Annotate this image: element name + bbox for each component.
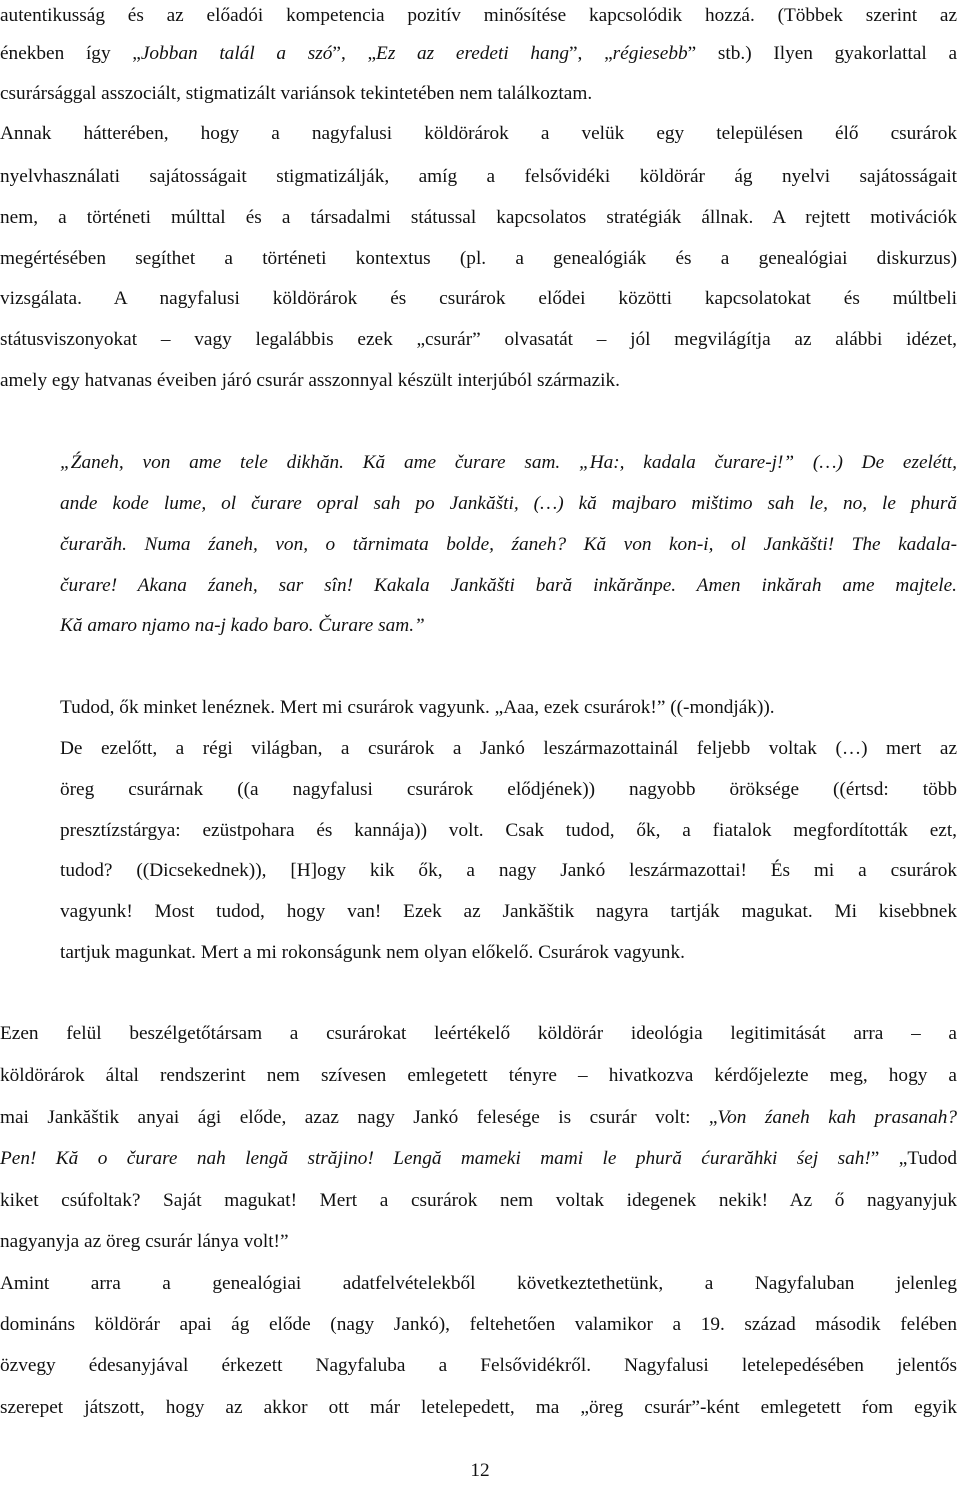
page-number: 12 bbox=[470, 1460, 490, 1481]
text-line bbox=[0, 120, 957, 148]
text-run: domináns köldörár apai ág elődе (nagy Jankó), feltehetően valamikor a 19. század második felében bbox=[0, 1314, 957, 1335]
text-line bbox=[60, 817, 957, 845]
text-line bbox=[60, 694, 957, 722]
text-run: nyelvhasználati sajátosságait stigmatizálják, amíg a felsővidéki köldörár ág nyelvi sajátosságait bbox=[0, 166, 957, 187]
italic-run: Jobban talál a szó bbox=[140, 43, 333, 64]
text-run: Amint arra a genealógiai adatfelvételekből következtethetünk, a Nagyfaluban jelenleg bbox=[0, 1273, 957, 1294]
text-line bbox=[0, 326, 957, 354]
text-line bbox=[60, 612, 957, 640]
italic-run: čurare! Akana źaneh, sar sîn! Kakala Jankăšti bară inkărănpe. Amen inkărah ame majtele. bbox=[60, 575, 957, 596]
text-run: özvegy édesanyjával érkezett Nagyfaluba a Felsővidékről. Nagyfalusi letelepedésében jelentős bbox=[0, 1355, 957, 1376]
text-line bbox=[0, 1394, 957, 1422]
text-line bbox=[60, 857, 957, 885]
text-line bbox=[60, 531, 957, 559]
text-line bbox=[0, 204, 957, 232]
text-line bbox=[0, 367, 957, 395]
text-line bbox=[0, 2, 957, 30]
text-run: tudod? ((Dicsekednek)), [H]ogy kik ők, a nagy Jankó leszármazottai! És mi a csurárok bbox=[60, 860, 957, 881]
text-run: ” „Tudod bbox=[870, 1148, 957, 1169]
text-line bbox=[0, 40, 957, 68]
text-line bbox=[0, 1352, 957, 1380]
text-line bbox=[0, 1311, 957, 1339]
italic-run: régiesebb bbox=[612, 43, 688, 64]
text-run: kiket csúfoltak? Saját magukat! Mert a csurárok nem voltak idegenek nekik! Az ő nagyanyjuk bbox=[0, 1190, 957, 1211]
italic-run: „Źaneh, von ame tele dikhăn. Kă ame čurare sam. „Ha:, kadala čurare-j!” (…) De ezelétt, bbox=[60, 452, 957, 473]
text-run: tartjuk magunkat. Mert a mi rokonságunk nem olyan előkelő. Csurárok vagyunk. bbox=[60, 942, 685, 963]
text-line bbox=[60, 776, 957, 804]
text-run: Tudod, ők minket lenéznek. Mert mi csurárok vagyunk. „Aaa, ezek csurárok!” ((-mondják)). bbox=[60, 697, 775, 718]
text-run: autentikusság és az előadói kompetencia pozitív minősítése kapcsolódik hozzá. (Többek szerint az bbox=[0, 5, 957, 26]
text-run: vagyunk! Most tudod, hogy van! Ezek az Jankăštik nagyra tartják magukat. Mi kisebbnek bbox=[60, 901, 957, 922]
text-line bbox=[0, 1270, 957, 1298]
text-run: nagyanyja az öreg csurár lánya volt!” bbox=[0, 1231, 289, 1252]
text-line bbox=[0, 1020, 957, 1048]
text-run: nem, a történeti múlttal és a társadalmi státussal kapcsolatos stratégiák állnak. A rejtett motivációk bbox=[0, 207, 957, 228]
text-line bbox=[60, 735, 957, 763]
text-run: Annak hátterében, hogy a nagyfalusi köldörárok a velük egy településen élő csurárok bbox=[0, 123, 957, 144]
text-run: státusviszonyokat – vagy legalábbis ezek „csurár” olvasatát – jól megvilágítja az alábbi idézet, bbox=[0, 329, 957, 350]
text-line bbox=[0, 163, 957, 191]
text-line bbox=[0, 80, 957, 108]
text-line bbox=[0, 1145, 957, 1173]
text-line bbox=[0, 285, 957, 313]
text-line bbox=[0, 1062, 957, 1090]
text-run: vizsgálata. A nagyfalusi köldörárok és csurárok elődei közötti kapcsolatokat és múltbeli bbox=[0, 288, 957, 309]
italic-run: čurarăh. Numa źaneh, von, o tărnimata bolde, źaneh? Kă von kon-i, ol Jankăšti! The kadala- bbox=[60, 534, 957, 555]
text-run: ”, „ bbox=[568, 43, 613, 64]
text-line bbox=[0, 1187, 957, 1215]
text-line bbox=[60, 939, 957, 967]
italic-run: Von źaneh kah prasanah? bbox=[717, 1107, 957, 1128]
text-line bbox=[60, 490, 957, 518]
text-run: énekben így „ bbox=[0, 43, 141, 64]
text-line bbox=[0, 1104, 957, 1132]
italic-run: Pen! Kă o čurare nah lengă străjino! Lengă mameki mami le phură ćurarăhki śej sah! bbox=[0, 1148, 871, 1169]
italic-run: Ez az eredeti hang bbox=[376, 43, 569, 64]
text-run: köldörárok által rendszerint nem szívesen emlegetett tényre – hivatkozva kérdőjelezte meg, hogy a bbox=[0, 1065, 957, 1086]
text-run: amely egy hatvanas éveiben járó csurár asszonnyal készült interjúból származik. bbox=[0, 370, 620, 391]
italic-run: ande kode lume, ol čurare opral sah po Jankăšti, (…) kă majbaro mištimo sah le, no, le phură bbox=[60, 493, 957, 514]
text-line bbox=[0, 1228, 957, 1256]
text-line bbox=[0, 245, 957, 273]
text-run: csurársággal asszociált, stigmatizált variánsok tekintetében nem találkoztam. bbox=[0, 83, 593, 104]
text-line bbox=[60, 572, 957, 600]
text-line bbox=[60, 449, 957, 477]
text-run: szerepet játszott, hogy az akkor ott már letelepedett, ma „öreg csurár”-ként emlegetett ŕom egyik bbox=[0, 1397, 957, 1418]
text-run: ” stb.) Ilyen gyakorlattal a bbox=[687, 43, 958, 64]
text-run: mai Jankăštik anyai ági elődе, azaz nagy Jankó felesége is csurár volt: „ bbox=[0, 1107, 718, 1128]
italic-run: Kă amaro njamo na-j kado baro. Čurare sam.” bbox=[60, 615, 425, 636]
text-run: megértésében segíthet a történeti kontextus (pl. a genealógiák és a genealógiai diskurzus) bbox=[0, 248, 957, 269]
text-run: ”, „ bbox=[332, 43, 377, 64]
text-run: Ezen felül beszélgetőtársam a csurárokat leértékelő köldörár ideológia legitimitását arra – a bbox=[0, 1023, 957, 1044]
text-run: De ezelőtt, a régi világban, a csurárok a Jankó leszármazottainál feljebb voltak (…) mert az bbox=[60, 738, 957, 759]
text-run: öreg csurárnak ((a nagyfalusi csurárok elődjének)) nagyobb öröksége ((értsd: több bbox=[60, 779, 957, 800]
text-line bbox=[60, 898, 957, 926]
text-run: presztízstárgya: ezüstpohara és kannája)) volt. Csak tudod, ők, a fiatalok megfordították ezt, bbox=[60, 820, 957, 841]
